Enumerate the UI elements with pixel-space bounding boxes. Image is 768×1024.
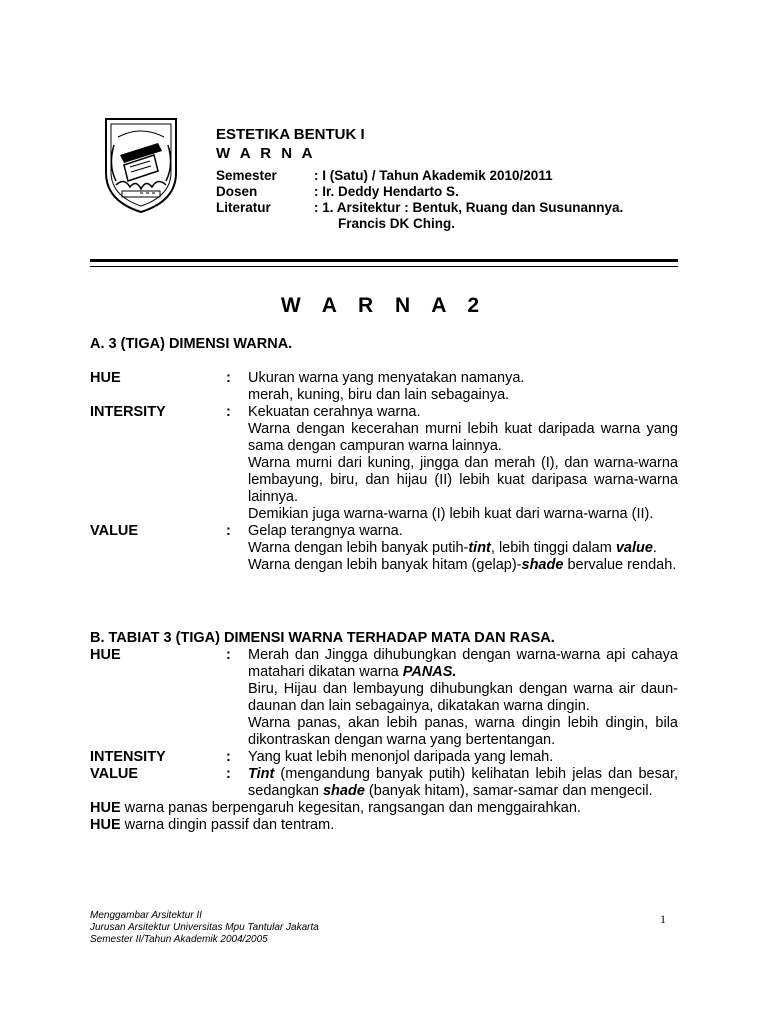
term-description: Kekuatan cerahnya warna. Warna dengan kecerahan murni lebih kuat daripada warna yang sama dengan campuran warna lainnya. Warna murni dari kuning, jingga dan merah (I), dan warna-warna lembayung, biru, dan hijau (II) lebih kuat daripasa warna-warna lainnya. Demikian juga warna-warna (I) lebih kuat dari warna-warna (II). — [248, 404, 678, 522]
item-value: VALUE : Gelap terangnya warna. Warna dengan lebih banyak putih-tint, lebih tinggi dalam value. Warna dengan lebih banyak hitam (gelap)-shade bervalue rendah. — [90, 523, 677, 573]
item-intensity: INTENSITY : Yang kuat lebih menonjol daripada yang lemah. — [90, 749, 678, 766]
document-header — [216, 126, 676, 232]
term-label: INTERSITY — [90, 404, 166, 420]
page-title: W A R N A 2 — [280, 294, 488, 317]
term-description: Yang kuat lebih menonjol daripada yang lemah. — [248, 749, 554, 765]
course-subtitle: W A R N A — [216, 145, 316, 162]
page-footer — [90, 910, 319, 946]
course-meta — [216, 168, 676, 232]
item-value: VALUE : Tint (mengandung banyak putih) kelihatan lebih jelas dan besar, sedangkan shade (banyak hitam), samar-samar dan mengecil. — [90, 766, 678, 799]
term-label: VALUE — [90, 766, 139, 782]
section-b — [90, 630, 678, 834]
meta-key: Semester — [216, 168, 277, 183]
meta-row-semester — [216, 168, 676, 184]
meta-value-continued: Francis DK Ching. — [338, 216, 456, 231]
item-hue: HUE : Merah dan Jingga dihubungkan dengan warna-warna api cahaya matahari dikatan warna PANAS. Biru, Hijau dan lembayung dihubungkan dengan warna air daun-daunan dan lain sebagainya, dikatakan warna dingin. Warna panas, akan lebih panas, warna dingin lebih dingin, bila dikontraskan dengan warna yang bertentangan. — [90, 647, 678, 748]
meta-row-cont — [216, 216, 676, 232]
meta-key: Literatur — [216, 200, 271, 215]
term-description: Merah dan Jingga dihubungkan dengan warna-warna api cahaya matahari dikatan warna PANAS. Biru, Hijau dan lembayung dihubungkan dengan warna air daun-daunan dan lain sebagainya, dikatakan warna dingin. Warna panas, akan lebih panas, warna dingin lebih dingin, bila dikontraskan dengan warna yang bertentangan. — [248, 647, 678, 748]
term-label: INTENSITY — [90, 749, 166, 765]
term-label: HUE — [90, 647, 121, 663]
header-divider-thick — [90, 259, 678, 262]
section-b-title: B. TABIAT 3 (TIGA) DIMENSI WARNA TERHADAP MATA DAN RASA. — [90, 630, 555, 646]
term-label: VALUE — [90, 523, 139, 539]
note-warm-hue: HUE warna panas berpengaruh kegesitan, rangsangan dan menggairahkan. — [90, 800, 581, 816]
footer-line: Semester II/Tahun Akademik 2004/2005 — [90, 934, 268, 945]
term-description: Gelap terangnya warna. Warna dengan lebih banyak putih-tint, lebih tinggi dalam value. Warna dengan lebih banyak hitam (gelap)-shade bervalue rendah. — [248, 523, 677, 573]
meta-value: : Ir. Deddy Hendarto S. — [314, 184, 459, 199]
course-title: ESTETIKA BENTUK I — [216, 126, 365, 143]
note-cool-hue: HUE warna dingin passif dan tentram. — [90, 817, 335, 833]
meta-value: : 1. Arsitektur : Bentuk, Ruang dan Susunannya. — [314, 200, 624, 215]
item-intensity: INTERSITY : Kekuatan cerahnya warna. Warna dengan kecerahan murni lebih kuat daripada warna yang sama dengan campuran warna lainnya. Warna murni dari kuning, jingga dan merah (I), dan warna-warna lembayung, biru, dan hijau (II) lebih kuat daripasa warna-warna lainnya. Demikian juga warna-warna (I) lebih kuat dari warna-warna (II). — [90, 404, 678, 522]
section-a-title: A. 3 (TIGA) DIMENSI WARNA. — [90, 336, 293, 352]
page-number: 1 — [660, 912, 666, 926]
term-label: HUE — [90, 370, 121, 386]
meta-value: : I (Satu) / Tahun Akademik 2010/2011 — [314, 168, 553, 183]
header-divider-thin — [90, 266, 678, 267]
meta-row-dosen — [216, 184, 676, 200]
meta-key: Dosen — [216, 184, 258, 199]
term-description: Tint (mengandung banyak putih) kelihatan lebih jelas dan besar, sedangkan shade (banyak hitam), samar-samar dan mengecil. — [248, 766, 678, 799]
term-description: Ukuran warna yang menyatakan namanya. merah, kuning, biru dan lain sebagainya. — [248, 370, 525, 403]
footer-line: Jurusan Arsitektur Universitas Mpu Tantular Jakarta — [90, 922, 319, 933]
footer-line: Menggambar Arsitektur II — [90, 910, 202, 921]
section-a — [90, 336, 678, 574]
item-hue: HUE : Ukuran warna yang menyatakan namanya. merah, kuning, biru dan lain sebagainya. — [90, 370, 678, 404]
meta-row-literatur — [216, 200, 676, 216]
university-logo-icon — [100, 115, 182, 215]
